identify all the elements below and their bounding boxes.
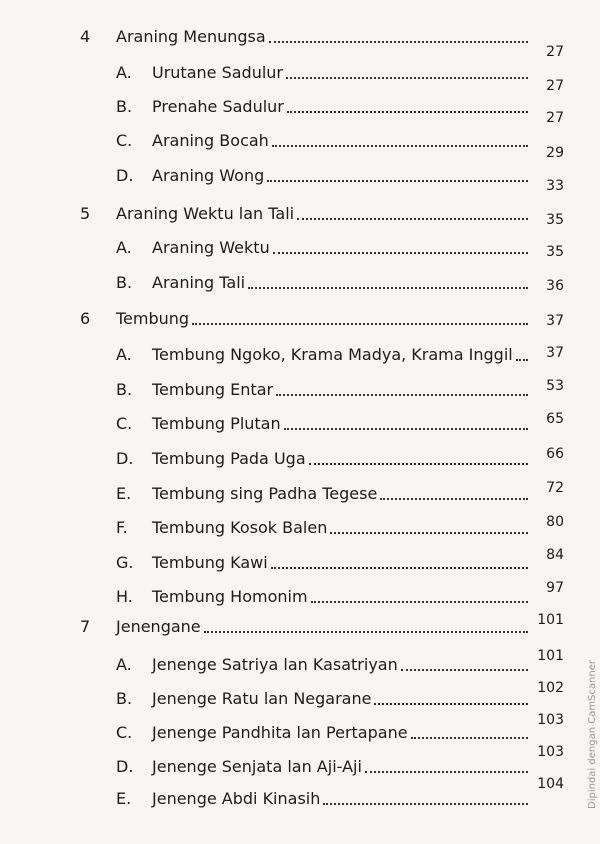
toc-subentry-row: [116, 235, 530, 257]
entry-letter: B.: [116, 273, 133, 292]
entry-title: Araning Wektu lan Tali: [116, 204, 295, 223]
entry-letter: C.: [116, 723, 133, 742]
dot-leader: [204, 629, 528, 633]
entry-title: Araning Tali: [152, 273, 246, 292]
chapter-number: 7: [80, 617, 91, 636]
dot-leader: [286, 75, 528, 79]
toc-subentry-row: [116, 584, 530, 606]
dot-leader: [297, 216, 528, 220]
toc-subentry-row: [116, 515, 530, 537]
scanner-watermark: Dipindai dengan CamScanner: [587, 660, 598, 809]
dot-leader: [192, 321, 528, 325]
page-number: 104: [537, 776, 564, 792]
dot-leader: [272, 143, 528, 147]
dot-leader: [271, 565, 528, 569]
page-number: 33: [546, 178, 564, 194]
entry-letter: D.: [116, 449, 134, 468]
page-number: 36: [546, 278, 564, 294]
toc-subentry-row: [116, 128, 530, 150]
entry-letter: C.: [116, 131, 133, 150]
entry-title: Jenenge Pandhita lan Pertapane: [152, 723, 408, 742]
dot-leader: [374, 701, 528, 705]
dot-leader: [276, 392, 528, 396]
entry-title: Tembung sing Padha Tegese: [152, 484, 378, 503]
dot-leader: [269, 39, 528, 43]
entry-title: Tembung: [116, 309, 190, 328]
page-number: 27: [546, 110, 564, 126]
page-number: 65: [546, 411, 564, 427]
page-number: 102: [537, 680, 564, 696]
chapter-number: 6: [80, 309, 91, 328]
entry-letter: A.: [116, 63, 132, 82]
entry-letter: E.: [116, 484, 132, 503]
toc-subentry-row: [116, 550, 530, 572]
entry-letter: A.: [116, 655, 132, 674]
page-number: 84: [546, 547, 564, 563]
page-number: 27: [546, 44, 564, 60]
dot-leader: [330, 530, 528, 534]
entry-title: Jenengane: [116, 617, 201, 636]
entry-title: Jenenge Senjata lan Aji-Aji: [152, 757, 362, 776]
entry-letter: A.: [116, 238, 132, 257]
toc-subentry-row: [116, 94, 530, 116]
toc-chapter-row: [80, 614, 530, 636]
page-number: 101: [537, 612, 564, 628]
dot-leader: [248, 285, 528, 289]
toc-chapter-row: [80, 306, 530, 328]
page-number: 103: [537, 744, 564, 760]
entry-title: Araning Wektu: [152, 238, 270, 257]
entry-letter: D.: [116, 757, 134, 776]
dot-leader: [311, 599, 528, 603]
entry-letter: B.: [116, 380, 133, 399]
entry-letter: E.: [116, 789, 132, 808]
page-number: 35: [546, 244, 564, 260]
entry-title: Tembung Homonim: [152, 587, 308, 606]
page-number: 72: [546, 480, 564, 496]
entry-title: Prenahe Sadulur: [152, 97, 284, 116]
toc-subentry-row: [116, 411, 530, 433]
page-number: 53: [546, 378, 564, 394]
toc-subentry-row: [116, 446, 530, 468]
dot-leader: [323, 801, 528, 805]
entry-letter: D.: [116, 166, 134, 185]
toc-subentry-row: [116, 686, 530, 708]
dot-leader: [365, 769, 528, 773]
entry-title: Tembung Entar: [152, 380, 274, 399]
page-number: 37: [546, 345, 564, 361]
entry-letter: B.: [116, 97, 133, 116]
entry-title: Araning Bocah: [152, 131, 269, 150]
entry-letter: B.: [116, 689, 133, 708]
entry-title: Tembung Kawi: [152, 553, 268, 572]
dot-leader: [309, 461, 528, 465]
entry-title: Tembung Ngoko, Krama Madya, Krama Inggil: [152, 345, 513, 364]
toc-subentry-row: [116, 270, 530, 292]
toc-subentry-row: [116, 481, 530, 503]
toc-subentry-row: [116, 163, 530, 185]
chapter-number: 4: [80, 27, 91, 46]
toc-subentry-row: [116, 652, 530, 674]
toc-subentry-row: [116, 377, 530, 399]
dot-leader: [411, 735, 528, 739]
dot-leader: [284, 426, 528, 430]
entry-title: Araning Wong: [152, 166, 265, 185]
entry-letter: H.: [116, 587, 133, 606]
entry-title: Tembung Plutan: [152, 414, 281, 433]
toc-subentry-row: [116, 342, 530, 364]
toc-subentry-row: [116, 754, 530, 776]
entry-letter: C.: [116, 414, 133, 433]
entry-title: Jenenge Satriya lan Kasatriyan: [152, 655, 398, 674]
page-number: 66: [546, 446, 564, 462]
entry-letter: F.: [116, 518, 128, 537]
toc-subentry-row: [116, 60, 530, 82]
dot-leader: [267, 178, 528, 182]
page-number: 80: [546, 514, 564, 530]
entry-title: Tembung Kosok Balen: [152, 518, 328, 537]
page-number: 101: [537, 648, 564, 664]
toc-subentry-row: [116, 786, 530, 808]
toc-chapter-row: [80, 24, 530, 46]
dot-leader: [401, 667, 528, 671]
entry-title: Jenenge Abdi Kinasih: [152, 789, 321, 808]
chapter-number: 5: [80, 204, 91, 223]
entry-title: Tembung Pada Uga: [152, 449, 306, 468]
page-number: 103: [537, 712, 564, 728]
page-number: 29: [546, 145, 564, 161]
toc-subentry-row: [116, 720, 530, 742]
page-number: 27: [546, 78, 564, 94]
entry-letter: G.: [116, 553, 134, 572]
page-number: 35: [546, 212, 564, 228]
entry-title: Araning Menungsa: [116, 27, 266, 46]
dot-leader: [380, 496, 528, 500]
dot-leader: [273, 250, 528, 254]
toc-chapter-row: [80, 201, 530, 223]
entry-title: Jenenge Ratu lan Negarane: [152, 689, 372, 708]
page-number: 97: [546, 580, 564, 596]
entry-letter: A.: [116, 345, 132, 364]
page-number: 37: [546, 313, 564, 329]
dot-leader: [287, 109, 528, 113]
entry-title: Urutane Sadulur: [152, 63, 283, 82]
